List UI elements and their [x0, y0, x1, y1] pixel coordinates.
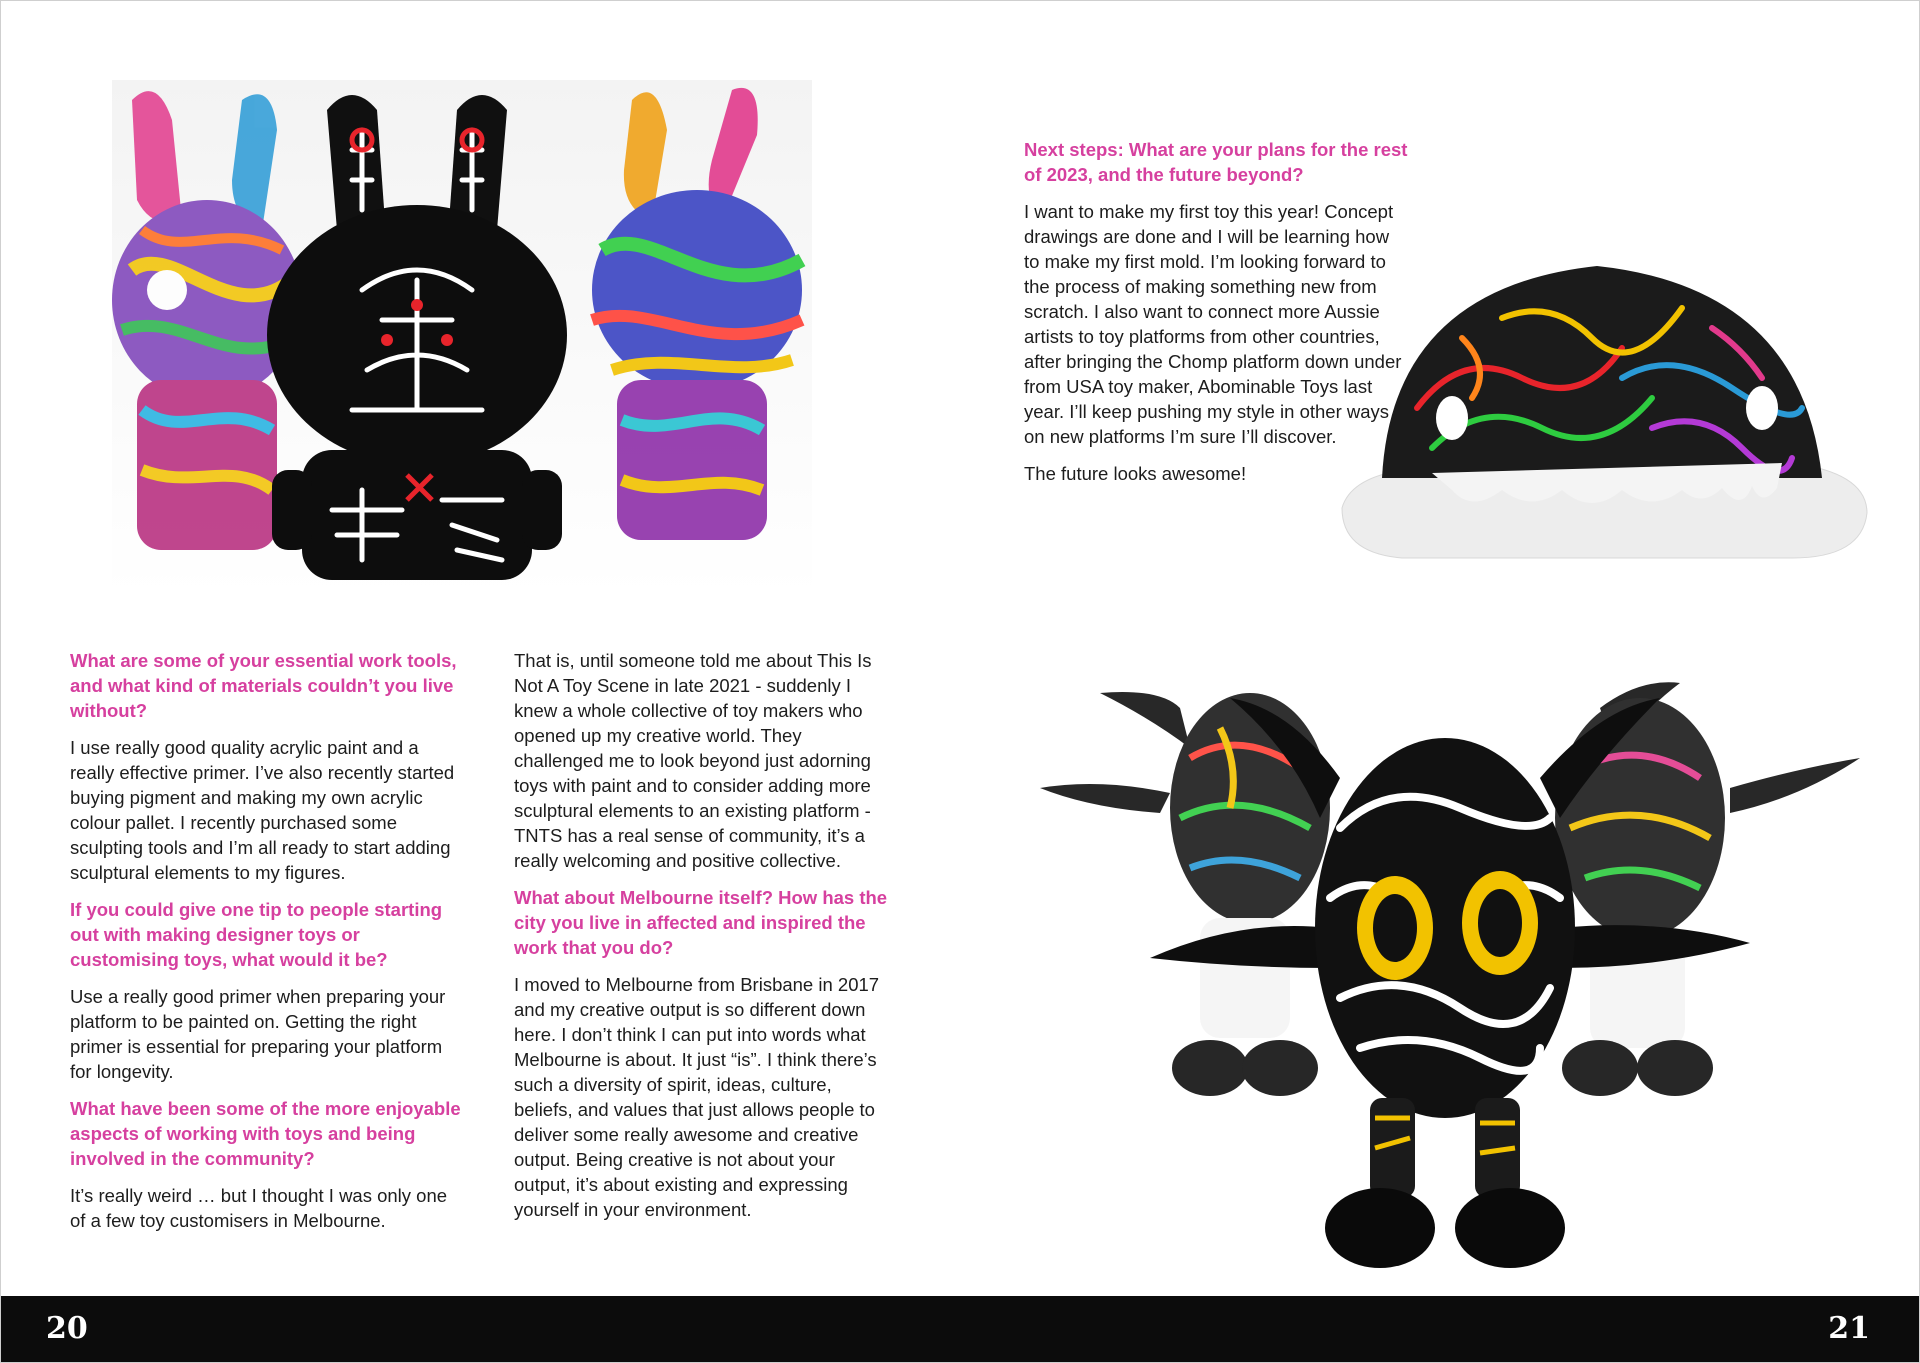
photo-dunny-figures — [112, 80, 812, 596]
question-melbourne: What about Melbourne itself? How has the city you live in affected and inspired the work that you do? — [514, 887, 888, 958]
footer-bar — [0, 1296, 1920, 1363]
answer-community: It’s really weird … but I thought I was only one of a few toy customisers in Melbourne. — [70, 1185, 448, 1231]
answer-next-steps: I want to make my first toy this year! Concept drawings are done and I will be learning how to make my first mold. I’m looking forward to the process of making something new from scratch. I also want to connect more Aussie artists to toy platforms from other countries, after bringing the Chomp platform down under from USA toy maker, Abominable Toys last year. I’ll keep pushing my style in other ways on new platforms I’m sure I’ll discover. — [1024, 201, 1402, 447]
answer-melbourne: I moved to Melbourne from Brisbane in 2017 and my creative output is so different down here. I don’t think I can put into words what Melbourne is about. It just “is”. I think there’s such a diversity of spirit, ideas, culture, beliefs, and values that just allows people to deliver some really awesome and creative output. Being creative is not about your output, it’s about existing and expressing yourself in your environment. — [514, 974, 880, 1220]
answer-tip: Use a really good primer when preparing your platform to be painted on. Getting the right primer is essential for preparing your platform for longevity. — [70, 986, 446, 1082]
page-number-left: 20 — [46, 1311, 88, 1346]
chomp-dome-illustration — [1322, 258, 1872, 564]
answer-community-continued: That is, until someone told me about This Is Not A Toy Scene in late 2021 - suddenly I knew a whole collective of toy makers who opened up my creative world. They challenged me to look beyond just adorning toys with paint and to consider adding more sculptural elements to an existing platform - TNTS has a real sense of community, it’s a really welcoming and positive collective. — [514, 650, 872, 871]
photo-horned-toys — [1040, 668, 1895, 1288]
horned-toys-illustration — [1040, 668, 1895, 1288]
closing-line: The future looks awesome! — [1024, 463, 1247, 484]
question-tools: What are some of your essential work tools, and what kind of materials couldn’t you live without? — [70, 650, 457, 721]
left-page-column-2 — [514, 648, 894, 1234]
question-tip: If you could give one tip to people starting out with making designer toys or customising toys, what would it be? — [70, 899, 443, 970]
question-next-steps: Next steps: What are your plans for the rest of 2023, and the future beyond? — [1024, 139, 1408, 185]
page-number-right: 21 — [1828, 1311, 1870, 1346]
left-page-column-1 — [70, 648, 462, 1245]
answer-tools: I use really good quality acrylic paint and a really effective primer. I’ve also recently started buying pigment and making my own acrylic colour pallet. I recently purchased some sculpting tools and I’m all ready to start adding sculptural elements to my figures. — [70, 737, 455, 883]
question-community: What have been some of the more enjoyable aspects of working with toys and being involved in the community? — [70, 1098, 461, 1169]
photo-chomp-dome — [1322, 258, 1872, 564]
dunny-figures-illustration — [112, 80, 812, 596]
